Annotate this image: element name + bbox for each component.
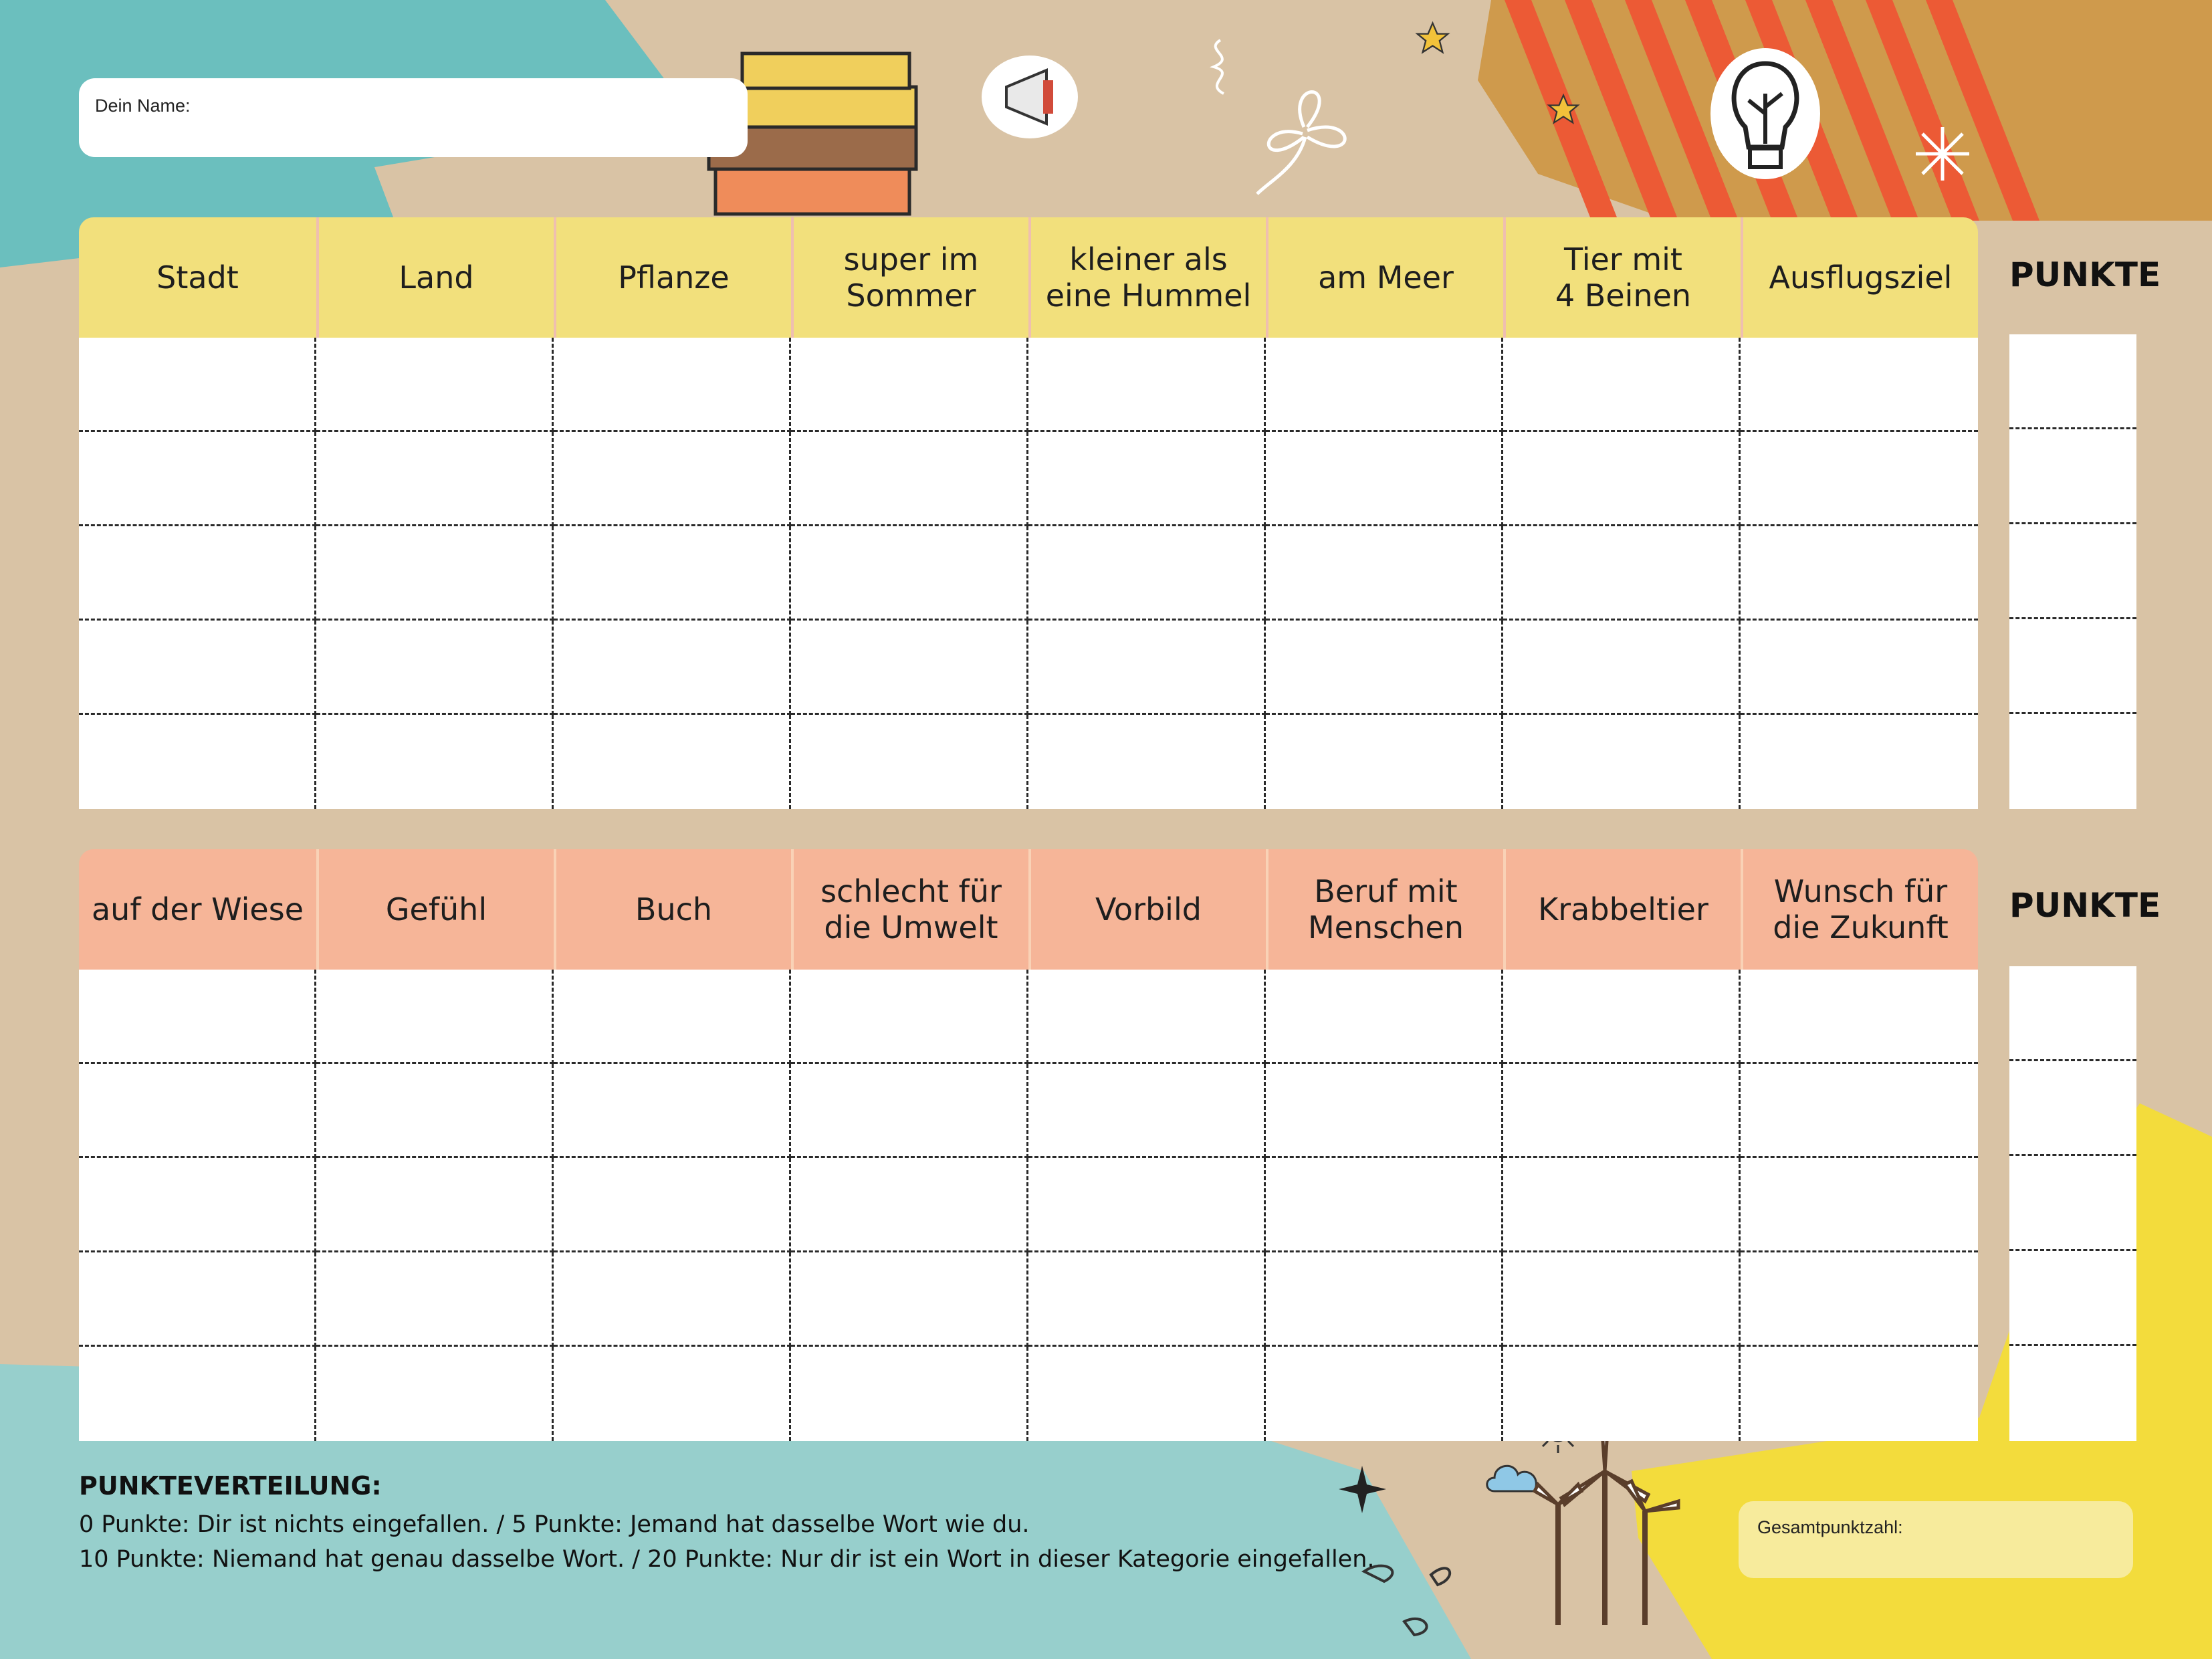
- answer-cell[interactable]: [791, 715, 1028, 809]
- answer-cell[interactable]: [1503, 1347, 1741, 1441]
- points-column-2: [2009, 966, 2136, 1441]
- header-auf-der-wiese: auf der Wiese: [91, 891, 304, 927]
- answer-cell[interactable]: [1503, 432, 1741, 526]
- category-table-2: [79, 849, 1978, 1441]
- total-score-field[interactable]: [1739, 1501, 2133, 1578]
- answer-cell[interactable]: [79, 715, 316, 809]
- answer-cell[interactable]: [79, 1158, 316, 1252]
- answer-cell[interactable]: [554, 1158, 791, 1252]
- answer-grid-1: [79, 338, 1978, 809]
- answer-cell[interactable]: [791, 432, 1028, 526]
- points-cell[interactable]: [2009, 1156, 2136, 1251]
- answer-cell[interactable]: [791, 1252, 1028, 1347]
- table-header-row: [79, 849, 1978, 970]
- answer-cell[interactable]: [791, 1064, 1028, 1158]
- answer-cell[interactable]: [1741, 1064, 1978, 1158]
- answer-cell[interactable]: [791, 526, 1028, 621]
- answer-cell[interactable]: [1266, 338, 1503, 432]
- answer-cell[interactable]: [1503, 1064, 1741, 1158]
- swirl-icon: [1200, 37, 1240, 100]
- answer-cell[interactable]: [316, 1252, 554, 1347]
- answer-cell[interactable]: [1028, 338, 1266, 432]
- name-label: Dein Name:: [95, 96, 191, 116]
- answer-cell[interactable]: [554, 715, 791, 809]
- answer-cell[interactable]: [1741, 1252, 1978, 1347]
- header-kleiner-als-eine-hummel: kleiner als eine Hummel: [1028, 217, 1266, 338]
- answer-cell[interactable]: [554, 970, 791, 1064]
- answer-cell[interactable]: [316, 621, 554, 715]
- header-tier-mit-4-beinen: Tier mit 4 Beinen: [1503, 217, 1741, 338]
- clover-icon: [1244, 74, 1364, 201]
- legend-line: 10 Punkte: Niemand hat genau dasselbe Wort. / 20 Punkte: Nur dir ist ein Wort in dieser Kategorie eingefallen.: [79, 1546, 1375, 1573]
- header-beruf-mit-menschen: Beruf mit Menschen: [1266, 849, 1503, 970]
- answer-cell[interactable]: [316, 526, 554, 621]
- answer-cell[interactable]: [1503, 621, 1741, 715]
- points-column-1: [2009, 334, 2136, 809]
- answer-cell[interactable]: [791, 621, 1028, 715]
- answer-cell[interactable]: [1266, 621, 1503, 715]
- answer-cell[interactable]: [791, 1158, 1028, 1252]
- answer-cell[interactable]: [1503, 970, 1741, 1064]
- points-cell[interactable]: [2009, 714, 2136, 809]
- legend-title: PUNKTEVERTEILUNG:: [79, 1471, 382, 1501]
- table-header-row: [79, 217, 1978, 338]
- points-cell[interactable]: [2009, 1061, 2136, 1156]
- answer-cell[interactable]: [316, 715, 554, 809]
- lightbulb-icon: [1708, 47, 1822, 187]
- answer-cell[interactable]: [1741, 432, 1978, 526]
- answer-cell[interactable]: [1503, 1252, 1741, 1347]
- category-table-1: [79, 217, 1978, 809]
- answer-cell[interactable]: [1266, 1252, 1503, 1347]
- points-legend: [79, 1471, 1375, 1577]
- answer-cell[interactable]: [79, 1347, 316, 1441]
- answer-cell[interactable]: [79, 432, 316, 526]
- header-vorbild: Vorbild: [1028, 849, 1266, 970]
- answer-cell[interactable]: [1741, 621, 1978, 715]
- answer-cell[interactable]: [79, 1252, 316, 1347]
- answer-cell[interactable]: [1028, 1158, 1266, 1252]
- points-cell[interactable]: [2009, 429, 2136, 524]
- answer-cell[interactable]: [1266, 1347, 1503, 1441]
- header-schlecht-fuer-die-umwelt: schlecht für die Umwelt: [791, 849, 1028, 970]
- answer-cell[interactable]: [1503, 715, 1741, 809]
- points-cell[interactable]: [2009, 524, 2136, 619]
- answer-cell[interactable]: [79, 338, 316, 432]
- header-gefuehl: Gefühl: [316, 849, 554, 970]
- megaphone-icon: [980, 53, 1080, 140]
- star-icon: [1546, 92, 1581, 127]
- answer-cell[interactable]: [1028, 621, 1266, 715]
- answer-cell[interactable]: [1503, 526, 1741, 621]
- answer-cell[interactable]: [1503, 338, 1741, 432]
- answer-cell[interactable]: [316, 338, 554, 432]
- header-pflanze: Pflanze: [554, 217, 791, 338]
- header-buch: Buch: [554, 849, 791, 970]
- answer-cell[interactable]: [1741, 1158, 1978, 1252]
- wind-turbine-icon: [1531, 1418, 1698, 1632]
- points-title-1: PUNKTE: [2009, 255, 2161, 294]
- answer-cell[interactable]: [316, 1158, 554, 1252]
- answer-cell[interactable]: [1741, 715, 1978, 809]
- header-wunsch-fuer-die-zukunft: Wunsch für die Zukunft: [1741, 849, 1978, 970]
- points-cell[interactable]: [2009, 966, 2136, 1061]
- answer-cell[interactable]: [316, 970, 554, 1064]
- total-score-label: Gesamtpunktzahl:: [1757, 1517, 1903, 1537]
- points-cell[interactable]: [2009, 1251, 2136, 1346]
- answer-cell[interactable]: [1741, 338, 1978, 432]
- answer-cell[interactable]: [1028, 715, 1266, 809]
- answer-cell[interactable]: [791, 1347, 1028, 1441]
- answer-cell[interactable]: [1028, 432, 1266, 526]
- answer-cell[interactable]: [1741, 1347, 1978, 1441]
- answer-cell[interactable]: [1266, 1064, 1503, 1158]
- answer-cell[interactable]: [1741, 526, 1978, 621]
- points-title-2: PUNKTE: [2009, 886, 2161, 925]
- legend-line: 0 Punkte: Dir ist nichts eingefallen. / 5 Punkte: Jemand hat dasselbe Wort wie du.: [79, 1511, 1030, 1538]
- points-cell[interactable]: [2009, 619, 2136, 714]
- answer-cell[interactable]: [1266, 432, 1503, 526]
- answer-cell[interactable]: [1028, 526, 1266, 621]
- answer-cell[interactable]: [554, 1347, 791, 1441]
- answer-cell[interactable]: [1266, 970, 1503, 1064]
- star-icon: [1414, 20, 1451, 57]
- answer-cell[interactable]: [1266, 1158, 1503, 1252]
- header-am-meer: am Meer: [1266, 217, 1503, 338]
- sparkle-icon: [1912, 124, 1973, 184]
- header-super-im-sommer: super im Sommer: [791, 217, 1028, 338]
- leaf-icon: [1357, 1558, 1491, 1652]
- answer-cell[interactable]: [316, 1347, 554, 1441]
- answer-cell[interactable]: [791, 338, 1028, 432]
- answer-cell[interactable]: [554, 621, 791, 715]
- answer-cell[interactable]: [79, 970, 316, 1064]
- answer-cell[interactable]: [79, 621, 316, 715]
- answer-cell[interactable]: [554, 338, 791, 432]
- answer-cell[interactable]: [554, 432, 791, 526]
- header-krabbeltier: Krabbeltier: [1503, 849, 1741, 970]
- answer-cell[interactable]: [554, 1252, 791, 1347]
- answer-cell[interactable]: [554, 1064, 791, 1158]
- answer-cell[interactable]: [316, 1064, 554, 1158]
- answer-cell[interactable]: [1028, 1064, 1266, 1158]
- answer-grid-2: [79, 970, 1978, 1441]
- answer-cell[interactable]: [1028, 1252, 1266, 1347]
- points-cell[interactable]: [2009, 334, 2136, 429]
- header-ausflugsziel: Ausflugsziel: [1741, 217, 1978, 338]
- header-stadt: Stadt: [156, 259, 239, 296]
- header-land: Land: [316, 217, 554, 338]
- answer-cell[interactable]: [1266, 526, 1503, 621]
- answer-cell[interactable]: [79, 526, 316, 621]
- answer-cell[interactable]: [554, 526, 791, 621]
- answer-cell[interactable]: [1503, 1158, 1741, 1252]
- answer-cell[interactable]: [316, 432, 554, 526]
- answer-cell[interactable]: [1028, 970, 1266, 1064]
- answer-cell[interactable]: [79, 1064, 316, 1158]
- answer-cell[interactable]: [1741, 970, 1978, 1064]
- answer-cell[interactable]: [1028, 1347, 1266, 1441]
- name-field[interactable]: [79, 78, 748, 157]
- points-cell[interactable]: [2009, 1346, 2136, 1441]
- answer-cell[interactable]: [1266, 715, 1503, 809]
- answer-cell[interactable]: [791, 970, 1028, 1064]
